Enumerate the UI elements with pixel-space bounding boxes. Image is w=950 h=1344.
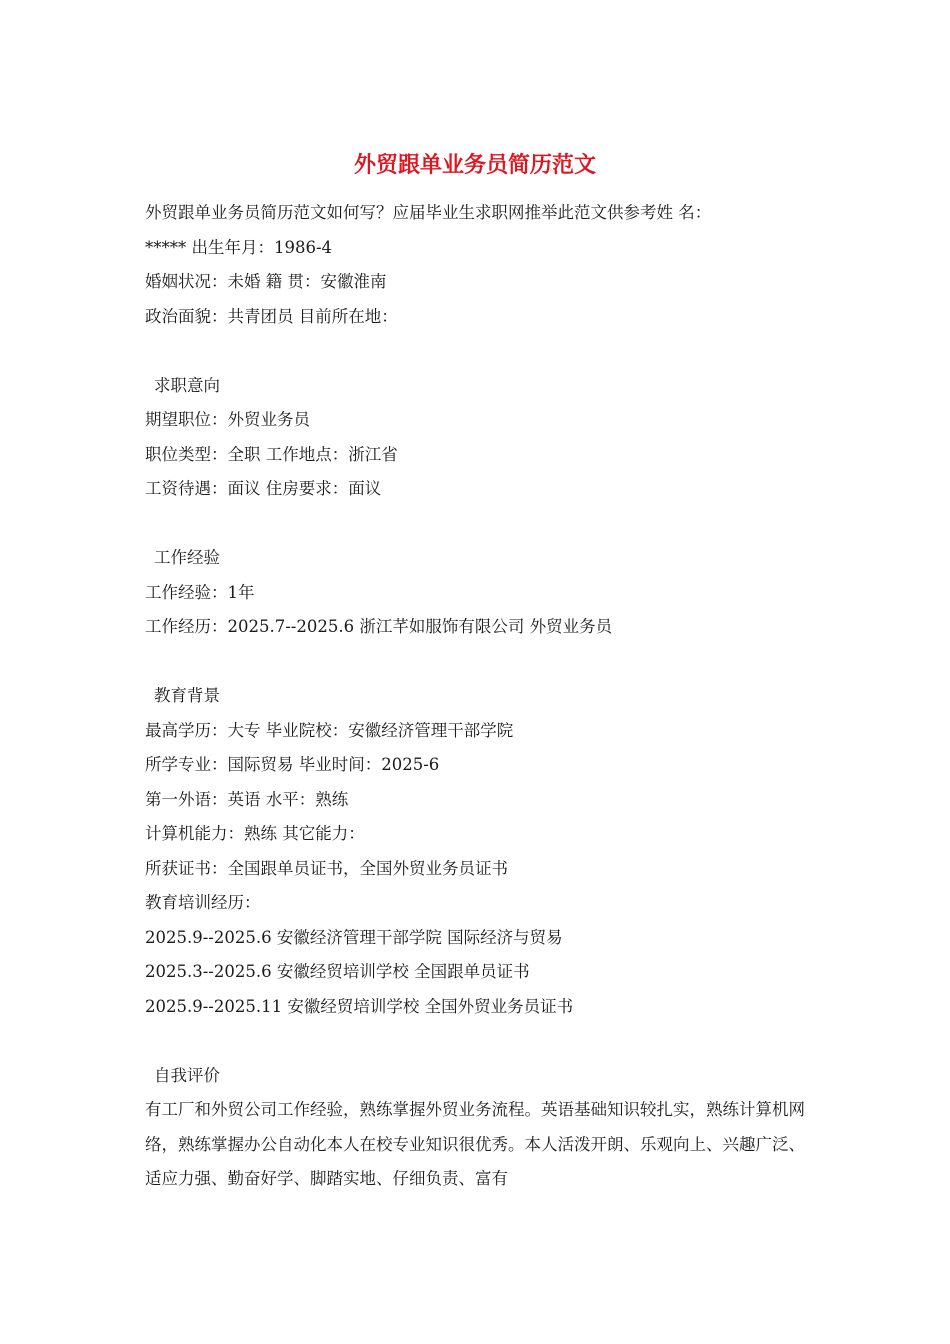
section-heading-work-experience: 工作经验 [154, 548, 220, 567]
education-line: 2025.9--2025.11 安徽经贸培训学校 全国外贸业务员证书 [145, 996, 574, 1016]
section-heading-education: 教育背景 [154, 686, 220, 705]
spacer [145, 1024, 805, 1059]
education-line: 2025.9--2025.6 安徽经济管理干部学院 国际经济与贸易 [145, 927, 563, 947]
education-line: 教育培训经历： [145, 893, 261, 912]
resume-body [145, 196, 805, 1197]
section-heading-job-intention: 求职意向 [154, 375, 220, 395]
intro-line-1: 外贸跟单业务员简历范文如何写？应届毕业生求职网推举此范文供参考姓 名： [145, 203, 712, 222]
job-intention-line: 期望职位：外贸业务员 [145, 410, 310, 429]
education-line: 第一外语：英语 水平：熟练 [145, 789, 349, 809]
job-intention-line: 工资待遇：面议 住房要求：面议 [145, 479, 382, 498]
education-line: 所学专业：国际贸易 毕业时间：2025-6 [145, 755, 440, 774]
document-title: 外贸跟单业务员简历范文 [353, 152, 596, 178]
intro-line-3: 婚姻状况：未婚 籍 贯：安徽淮南 [145, 272, 387, 291]
work-experience-line: 工作经验：1年 [145, 582, 255, 602]
job-intention-line: 职位类型：全职 工作地点：浙江省 [145, 444, 398, 464]
education-line: 2025.3--2025.6 安徽经贸培训学校 全国跟单员证书 [145, 962, 530, 981]
work-experience-line: 工作经历：2025.7--2025.6 浙江芊如服饰有限公司 外贸业务员 [145, 617, 613, 636]
self-evaluation-text: 有工厂和外贸公司工作经验，熟练掌握外贸业务流程。英语基础知识较扎实，熟练计算机网络，熟练掌握办公自动化本人在校专业知识很优秀。本人活泼开朗、乐观向上、兴趣广泛、适应力强、勤奋好学、脚踏实地、仔细负责、富有 [145, 1100, 805, 1188]
education-line: 所获证书：全国跟单员证书，全国外贸业务员证书 [145, 858, 508, 878]
spacer [145, 645, 805, 680]
intro-line-2: ***** 出生年月：1986-4 [145, 237, 333, 257]
spacer [145, 507, 805, 542]
education-line: 计算机能力：熟练 其它能力： [145, 824, 365, 843]
section-heading-self-evaluation: 自我评价 [154, 1065, 220, 1085]
spacer [145, 334, 805, 369]
education-line: 最高学历：大专 毕业院校：安徽经济管理干部学院 [145, 720, 514, 740]
intro-line-4: 政治面貌：共青团员 目前所在地： [145, 306, 398, 326]
